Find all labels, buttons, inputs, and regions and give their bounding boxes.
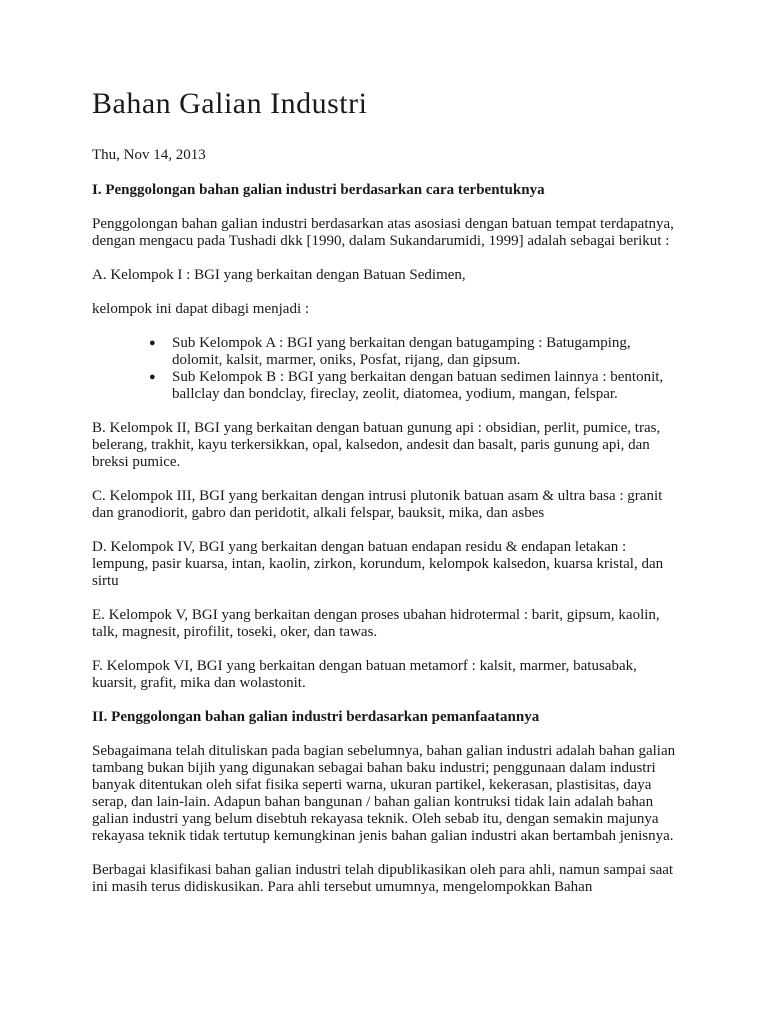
group-c-paragraph: C. Kelompok III, BGI yang berkaitan dengan intrusi plutonik batuan asam & ultra basa : granit dan granodiorit, gabro dan peridotit, alkali felspar, bauksit, mika, dan asbes [92, 488, 663, 521]
document-title: Bahan Galian Industri [92, 87, 368, 120]
subgroup-list [92, 335, 682, 403]
group-e-paragraph: E. Kelompok V, BGI yang berkaitan dengan proses ubahan hidrotermal : barit, gipsum, kaolin, talk, magnesit, pirofilit, toseki, oker, dan tawas. [92, 607, 660, 640]
bullet-icon: ● [149, 337, 156, 349]
group-f-paragraph: F. Kelompok VI, BGI yang berkaitan dengan batuan metamorf : kalsit, marmer, batusabak, kuarsit, grafit, mika dan wolastonit. [92, 658, 637, 691]
list-item [149, 335, 682, 369]
list-item-text: Sub Kelompok B : BGI yang berkaitan dengan batuan sedimen lainnya : bentonit, ballclay dan bondclay, fireclay, zeolit, diatomea, yodium, mangan, felspar. [172, 369, 664, 402]
list-item-text: Sub Kelompok A : BGI yang berkaitan dengan batugamping : Batugamping, dolomit, kalsit, marmer, oniks, Posfat, rijang, dan gipsum. [172, 335, 631, 368]
list-item [149, 369, 682, 403]
section-1-heading: I. Penggolongan bahan galian industri berdasarkan cara terbentuknya [92, 182, 545, 198]
group-a-paragraph: A. Kelompok I : BGI yang berkaitan dengan Batuan Sedimen, [92, 267, 466, 283]
bullet-icon: ● [149, 371, 156, 383]
section-1-intro: Penggolongan bahan galian industri berdasarkan atas asosiasi dengan batuan tempat terdapatnya, dengan mengacu pada Tushadi dkk [1990, dalam Sukandarumidi, 1999] adalah sebagai berikut : [92, 216, 674, 249]
post-date: Thu, Nov 14, 2013 [92, 147, 206, 163]
document-page [92, 86, 682, 913]
group-b-paragraph: B. Kelompok II, BGI yang berkaitan dengan batuan gunung api : obsidian, perlit, pumice, tras, belerang, trakhit, kayu terkersikkan, opal, kalsedon, andesit dan basalt, paris gunung api, dan breksi pumice. [92, 420, 661, 470]
group-a-note: kelompok ini dapat dibagi menjadi : [92, 301, 310, 317]
section-2-paragraph-2: Berbagai klasifikasi bahan galian industri telah dipublikasikan oleh para ahli, namun sampai saat ini masih terus didiskusikan. Para ahli tersebut umumnya, mengelompokkan Bahan [92, 862, 674, 895]
section-2-paragraph-1: Sebagaimana telah dituliskan pada bagian sebelumnya, bahan galian industri adalah bahan galian tambang bukan bijih yang digunakan sebagai bahan baku industri; penggunaan dalam industri banyak ditentukan oleh sifat fisika seperti warna, ukuran partikel, kekerasan, plastisitas, daya serap, dan lain-lain. Adapun bahan bangunan / bahan galian kontruksi tidak lain adalah bahan galian industri yang belum disebtuh rekayasa teknik. Oleh sebab itu, dengan semakin majunya rekayasa teknik tidak tertutup kemungkinan jenis bahan galian industri akan bertambah jenisnya. [92, 743, 676, 844]
section-2-heading: II. Penggolongan bahan galian industri berdasarkan pemanfaatannya [92, 709, 540, 725]
group-d-paragraph: D. Kelompok IV, BGI yang berkaitan dengan batuan endapan residu & endapan letakan : lempung, pasir kuarsa, intan, kaolin, zirkon, korundum, kelompok kalsedon, kuarsa kristal, dan sirtu [92, 539, 664, 589]
